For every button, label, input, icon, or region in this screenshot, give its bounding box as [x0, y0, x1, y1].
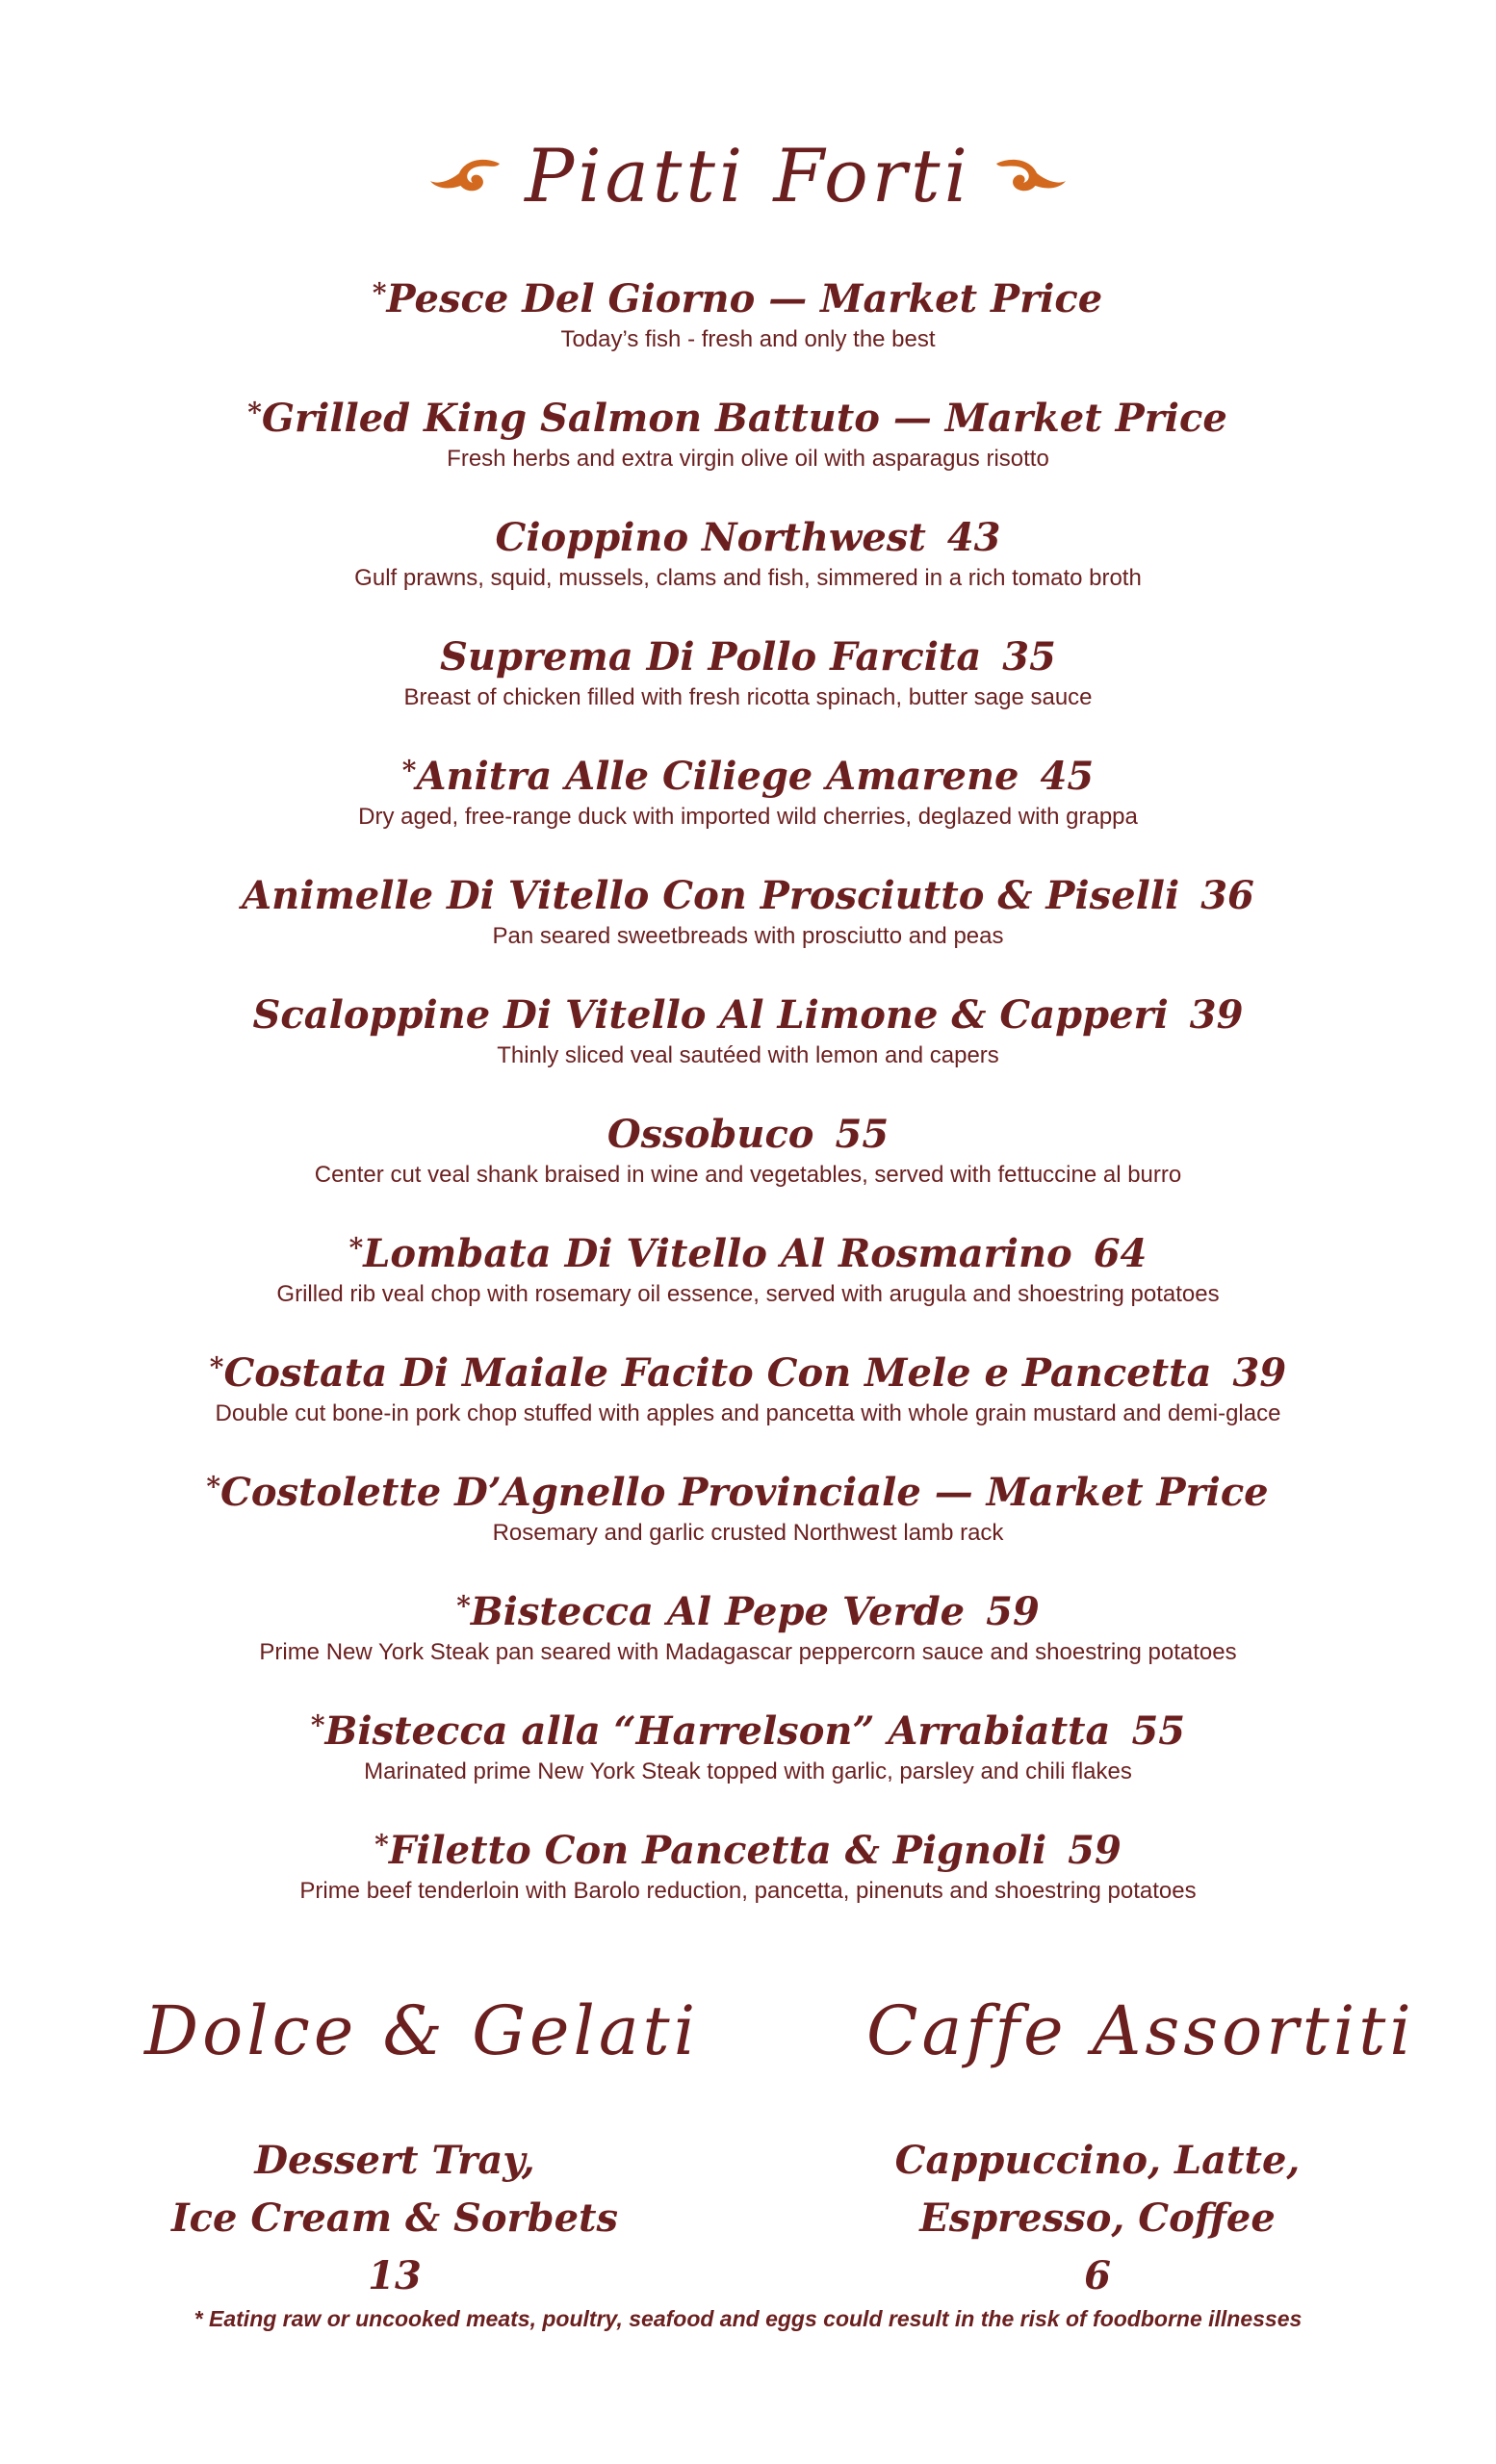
menu-item: [0, 1348, 1496, 1468]
raw-warning-star: *: [372, 277, 387, 309]
item-name: Grilled King Salmon Battuto — Market Price: [261, 396, 1227, 441]
coffee-line: Cappuccino, Latte,: [894, 2138, 1301, 2183]
item-title: [0, 871, 1496, 921]
item-name: Bistecca alla “Harrelson” Arrabiatta: [324, 1708, 1111, 1754]
item-title: [0, 632, 1496, 682]
item-name: Scaloppine Di Vitello Al Limone & Capperi: [252, 992, 1169, 1038]
item-name: Animelle Di Vitello Con Prosciutto & Piselli: [242, 873, 1180, 918]
raw-warning-star: *: [206, 1471, 221, 1502]
item-price: 55: [835, 1112, 890, 1157]
item-description: Prime beef tenderloin with Barolo reduction, pancetta, pinenuts and shoestring potatoes: [299, 1878, 1197, 1904]
coffee-line: Espresso, Coffee: [919, 2195, 1276, 2241]
coffee-section: [761, 1988, 1434, 2305]
menu-item: [0, 1468, 1496, 1587]
menu-item: [0, 990, 1496, 1110]
item-description: Gulf prawns, squid, mussels, clams and fish, simmered in a rich tomato broth: [354, 565, 1142, 591]
dessert-section: [58, 1988, 732, 2305]
item-name: Lombata Di Vitello Al Rosmarino: [363, 1231, 1072, 1276]
swirl-ornament-right-icon: [993, 152, 1070, 200]
dessert-line: Dessert Tray,: [254, 2138, 535, 2183]
coffee-price: 6: [1084, 2253, 1111, 2298]
raw-warning-star: *: [310, 1709, 325, 1741]
item-title: [0, 274, 1496, 324]
menu-item: [0, 1587, 1496, 1707]
item-description: Dry aged, free-range duck with imported wild cherries, deglazed with grappa: [358, 804, 1138, 830]
item-price: 64: [1093, 1231, 1148, 1276]
item-description: Center cut veal shank braised in wine and vegetables, served with fettuccine al burro: [314, 1162, 1182, 1188]
item-title: [0, 1348, 1496, 1399]
raw-warning-star: *: [374, 1829, 389, 1861]
raw-warning-star: *: [348, 1232, 364, 1264]
menu-item: [0, 394, 1496, 513]
item-description: Prime New York Steak pan seared with Madagascar peppercorn sauce and shoestring potatoes: [259, 1639, 1237, 1665]
health-disclaimer: * Eating raw or uncooked meats, poultry, seafood and eggs could result in the risk of foodborne illnesses: [193, 2306, 1303, 2331]
menu-header: [0, 133, 1496, 239]
item-title: [0, 1826, 1496, 1876]
item-price: 36: [1200, 873, 1254, 918]
item-name: Bistecca Al Pepe Verde: [470, 1589, 966, 1634]
item-price: 59: [1068, 1828, 1122, 1873]
item-name: Costolette D’Agnello Provinciale — Market Price: [220, 1470, 1269, 1515]
item-title: [0, 1587, 1496, 1637]
item-title: [0, 513, 1496, 563]
raw-warning-star: *: [401, 755, 417, 786]
dessert-price: 13: [368, 2253, 422, 2298]
item-description: Marinated prime New York Steak topped with garlic, parsley and chili flakes: [364, 1758, 1132, 1784]
coffee-title: Caffe Assortiti: [866, 1991, 1415, 2070]
item-price: 39: [1189, 992, 1244, 1038]
item-title: [0, 394, 1496, 444]
item-description: Grilled rib veal chop with rosemary oil essence, served with arugula and shoestring potatoes: [276, 1281, 1220, 1307]
item-price: 39: [1232, 1350, 1287, 1396]
item-title: [0, 1707, 1496, 1757]
dessert-title: Dolce & Gelati: [144, 1991, 700, 2070]
page-title: Piatti Forti: [525, 133, 971, 218]
raw-warning-star: *: [209, 1351, 224, 1383]
menu-item: [0, 274, 1496, 394]
item-description: Pan seared sweetbreads with prosciutto and peas: [492, 923, 1004, 949]
item-price: 59: [986, 1589, 1040, 1634]
item-name: Anitra Alle Ciliege Amarene: [416, 754, 1019, 799]
item-price: 55: [1131, 1708, 1186, 1754]
item-name: Pesce Del Giorno — Market Price: [386, 276, 1103, 321]
item-description: Thinly sliced veal sautéed with lemon and capers: [497, 1042, 999, 1068]
menu-item: [0, 871, 1496, 990]
menu-item: [0, 513, 1496, 632]
menu-item: [0, 1707, 1496, 1826]
item-description: Today’s fish - fresh and only the best: [560, 326, 936, 352]
item-description: Fresh herbs and extra virgin olive oil with asparagus risotto: [447, 446, 1049, 472]
swirl-ornament-left-icon: [426, 152, 503, 200]
item-title: [0, 990, 1496, 1040]
menu-item: [0, 1110, 1496, 1229]
item-name: Filetto Con Pancetta & Pignoli: [388, 1828, 1047, 1873]
raw-warning-star: *: [247, 397, 262, 428]
item-title: [0, 1468, 1496, 1518]
menu-item: [0, 1826, 1496, 1945]
item-name: Costata Di Maiale Facito Con Mele e Pancetta: [223, 1350, 1212, 1396]
item-title: [0, 752, 1496, 802]
item-description: Double cut bone-in pork chop stuffed with apples and pancetta with whole grain mustard and demi-glace: [215, 1400, 1281, 1426]
menu-item: [0, 752, 1496, 871]
item-description: Rosemary and garlic crusted Northwest lamb rack: [492, 1520, 1004, 1546]
menu-item: [0, 632, 1496, 752]
raw-warning-star: *: [456, 1590, 471, 1622]
item-title: [0, 1229, 1496, 1279]
menu-items-list: [0, 274, 1496, 1945]
item-description: Breast of chicken filled with fresh ricotta spinach, butter sage sauce: [403, 684, 1093, 710]
item-price: 43: [946, 515, 1001, 560]
item-name: Ossobuco: [606, 1112, 814, 1157]
item-price: 45: [1040, 754, 1095, 799]
menu-item: [0, 1229, 1496, 1348]
item-name: Cioppino Northwest: [495, 515, 926, 560]
item-name: Suprema Di Pollo Farcita: [440, 634, 982, 680]
dessert-line: Ice Cream & Sorbets: [170, 2195, 619, 2241]
item-price: 35: [1002, 634, 1056, 680]
item-title: [0, 1110, 1496, 1160]
